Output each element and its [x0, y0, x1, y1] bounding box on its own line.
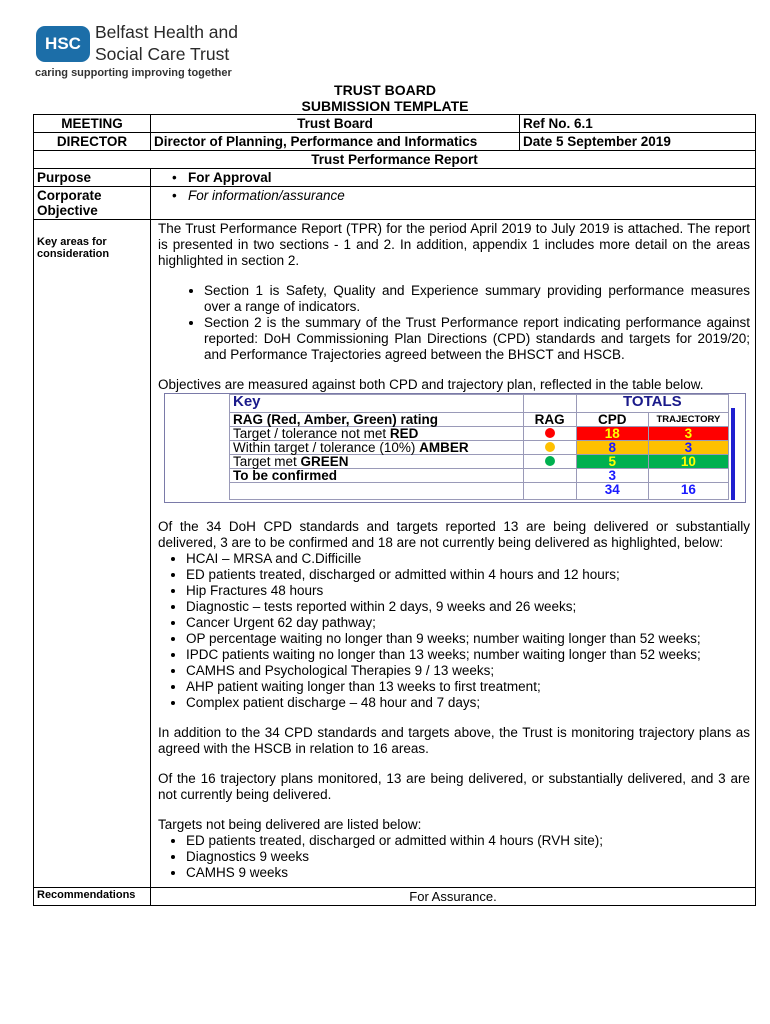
- org-tagline: caring supporting improving together: [35, 67, 232, 79]
- tbc-cpd: 3: [576, 469, 648, 483]
- cpd-summary: Of the 34 DoH CPD standards and targets reported 13 are being delivered or substantially delivered, 3 are to be confirmed and 18 are not currently being delivered as highlighted, below:: [158, 519, 750, 550]
- not-delivered-list: [158, 833, 750, 881]
- list-item: • Complex patient discharge – 48 hour and 7 days;: [186, 695, 750, 711]
- meeting-value: Trust Board: [151, 115, 520, 133]
- green-label: Target met: [233, 454, 301, 469]
- red-trajectory: 3: [648, 427, 728, 441]
- amber-dot-icon: [545, 442, 555, 452]
- report-title: Trust Performance Report: [34, 151, 756, 169]
- red-label-bold: RED: [389, 426, 419, 441]
- meeting-label: MEETING: [34, 115, 151, 133]
- list-item: • Section 1 is Safety, Quality and Experience summary providing performance measures over a range of indicators.: [204, 283, 750, 315]
- red-dot-icon: [545, 428, 555, 438]
- green-row: [230, 455, 729, 469]
- purpose-row: [34, 169, 756, 187]
- list-item: • ED patients treated, discharged or admitted within 4 hours and 12 hours;: [186, 567, 750, 583]
- objective-label: Corporate Objective: [34, 187, 151, 220]
- list-item: • CAMHS and Psychological Therapies 9 / 13 weeks;: [186, 663, 750, 679]
- cpd-header: CPD: [576, 413, 648, 427]
- red-row: [230, 427, 729, 441]
- list-item: • Cancer Urgent 62 day pathway;: [186, 615, 750, 631]
- meeting-row: [34, 115, 756, 133]
- not-delivered-intro: Targets not being delivered are listed below:: [158, 817, 422, 832]
- objective-row: [34, 187, 756, 220]
- list-item: • Section 2 is the summary of the Trust Performance report indicating performance against reported: DoH Commissioning Plan Directions (CPD) standards and targets for 2019/20; and Performance Trajectories agreed between the BHSCT and HSCB.: [204, 315, 750, 363]
- green-label-bold: GREEN: [300, 454, 349, 469]
- document-subtitle: SUBMISSION TEMPLATE: [301, 98, 469, 114]
- purpose-label: Purpose: [34, 169, 151, 187]
- purpose-cell: • For Approval: [151, 169, 756, 187]
- green-cpd: 5: [576, 455, 648, 469]
- recommendations-label: Recommendations: [34, 888, 151, 906]
- key-areas-row: [34, 220, 756, 888]
- objective-cell: • For information/assurance: [151, 187, 756, 220]
- rag-header: RAG: [523, 413, 576, 427]
- objectives-text: Objectives are measured against both CPD and trajectory plan, reflected in the table below.: [158, 377, 704, 392]
- purpose-value: For Approval: [188, 170, 272, 185]
- meeting-date: Date 5 September 2019: [520, 133, 756, 151]
- report-title-row: [34, 151, 756, 169]
- total-cpd: 34: [576, 483, 648, 500]
- cpd-items-list: [158, 551, 750, 711]
- list-item: • Diagnostics 9 weeks: [186, 849, 750, 865]
- key-areas-content: [151, 220, 756, 888]
- trajectory-status-text: Of the 16 trajectory plans monitored, 13 are being delivered, or substantially delivered, and 3 are not currently being delivered.: [158, 771, 750, 802]
- key-areas-intro: The Trust Performance Report (TPR) for the period April 2019 to July 2019 is attached. The report is presented in two sections - 1 and 2. In addition, appendix 1 includes more detail on the areas highlighted in section 2.: [158, 221, 750, 268]
- org-name-line1: Belfast Health and: [95, 22, 239, 42]
- rag-key-table-image: [164, 393, 746, 503]
- totals-title: TOTALS: [576, 395, 728, 413]
- key-title: Key: [230, 395, 524, 413]
- amber-label: Within target / tolerance (10%): [233, 440, 420, 455]
- sections-list: [158, 283, 750, 363]
- amber-row: [230, 441, 729, 455]
- hsc-logo-badge: HSC: [36, 26, 90, 62]
- list-item: • CAMHS 9 weeks: [186, 865, 750, 881]
- list-item: • IPDC patients waiting no longer than 13 weeks; number waiting longer than 52 weeks;: [186, 647, 750, 663]
- hsc-logo: [33, 22, 263, 82]
- org-name-line2: Social Care Trust: [95, 44, 230, 64]
- rag-key-table: [229, 394, 729, 500]
- recommendations-value: For Assurance.: [151, 888, 756, 906]
- list-item: • HCAI – MRSA and C.Difficille: [186, 551, 750, 567]
- submission-table: [33, 114, 756, 906]
- green-trajectory: 10: [648, 455, 728, 469]
- red-cpd: 18: [576, 427, 648, 441]
- list-item: • AHP patient waiting longer than 13 weeks to first treatment;: [186, 679, 750, 695]
- document-title: TRUST BOARD: [334, 82, 436, 98]
- amber-label-bold: AMBER: [419, 440, 469, 455]
- recommendations-row: [34, 888, 756, 906]
- table-border-bar: [731, 408, 735, 500]
- objective-value: For information/assurance: [188, 188, 345, 203]
- list-item: • OP percentage waiting no longer than 9 weeks; number waiting longer than 52 weeks;: [186, 631, 750, 647]
- ref-number: Ref No. 6.1: [520, 115, 756, 133]
- tbc-label: To be confirmed: [230, 469, 524, 483]
- amber-trajectory: 3: [648, 441, 728, 455]
- total-row: [230, 483, 729, 500]
- list-item: • Hip Fractures 48 hours: [186, 583, 750, 599]
- list-item: • ED patients treated, discharged or admitted within 4 hours (RVH site);: [186, 833, 750, 849]
- director-value: Director of Planning, Performance and Informatics: [151, 133, 520, 151]
- trajectory-header: TRAJECTORY: [648, 413, 728, 427]
- rag-rating-header: RAG (Red, Amber, Green) rating: [230, 413, 524, 427]
- director-row: [34, 133, 756, 151]
- amber-cpd: 8: [576, 441, 648, 455]
- director-label: DIRECTOR: [34, 133, 151, 151]
- red-label: Target / tolerance not met: [233, 426, 390, 441]
- key-areas-label: Key areas for consideration: [34, 220, 151, 888]
- trajectory-text: In addition to the 34 CPD standards and targets above, the Trust is monitoring trajectory plans as agreed with the HSCB in relation to 16 areas.: [158, 725, 750, 756]
- tbc-row: [230, 469, 729, 483]
- green-dot-icon: [545, 456, 555, 466]
- total-trajectory: 16: [648, 483, 728, 500]
- list-item: • Diagnostic – tests reported within 2 days, 9 weeks and 26 weeks;: [186, 599, 750, 615]
